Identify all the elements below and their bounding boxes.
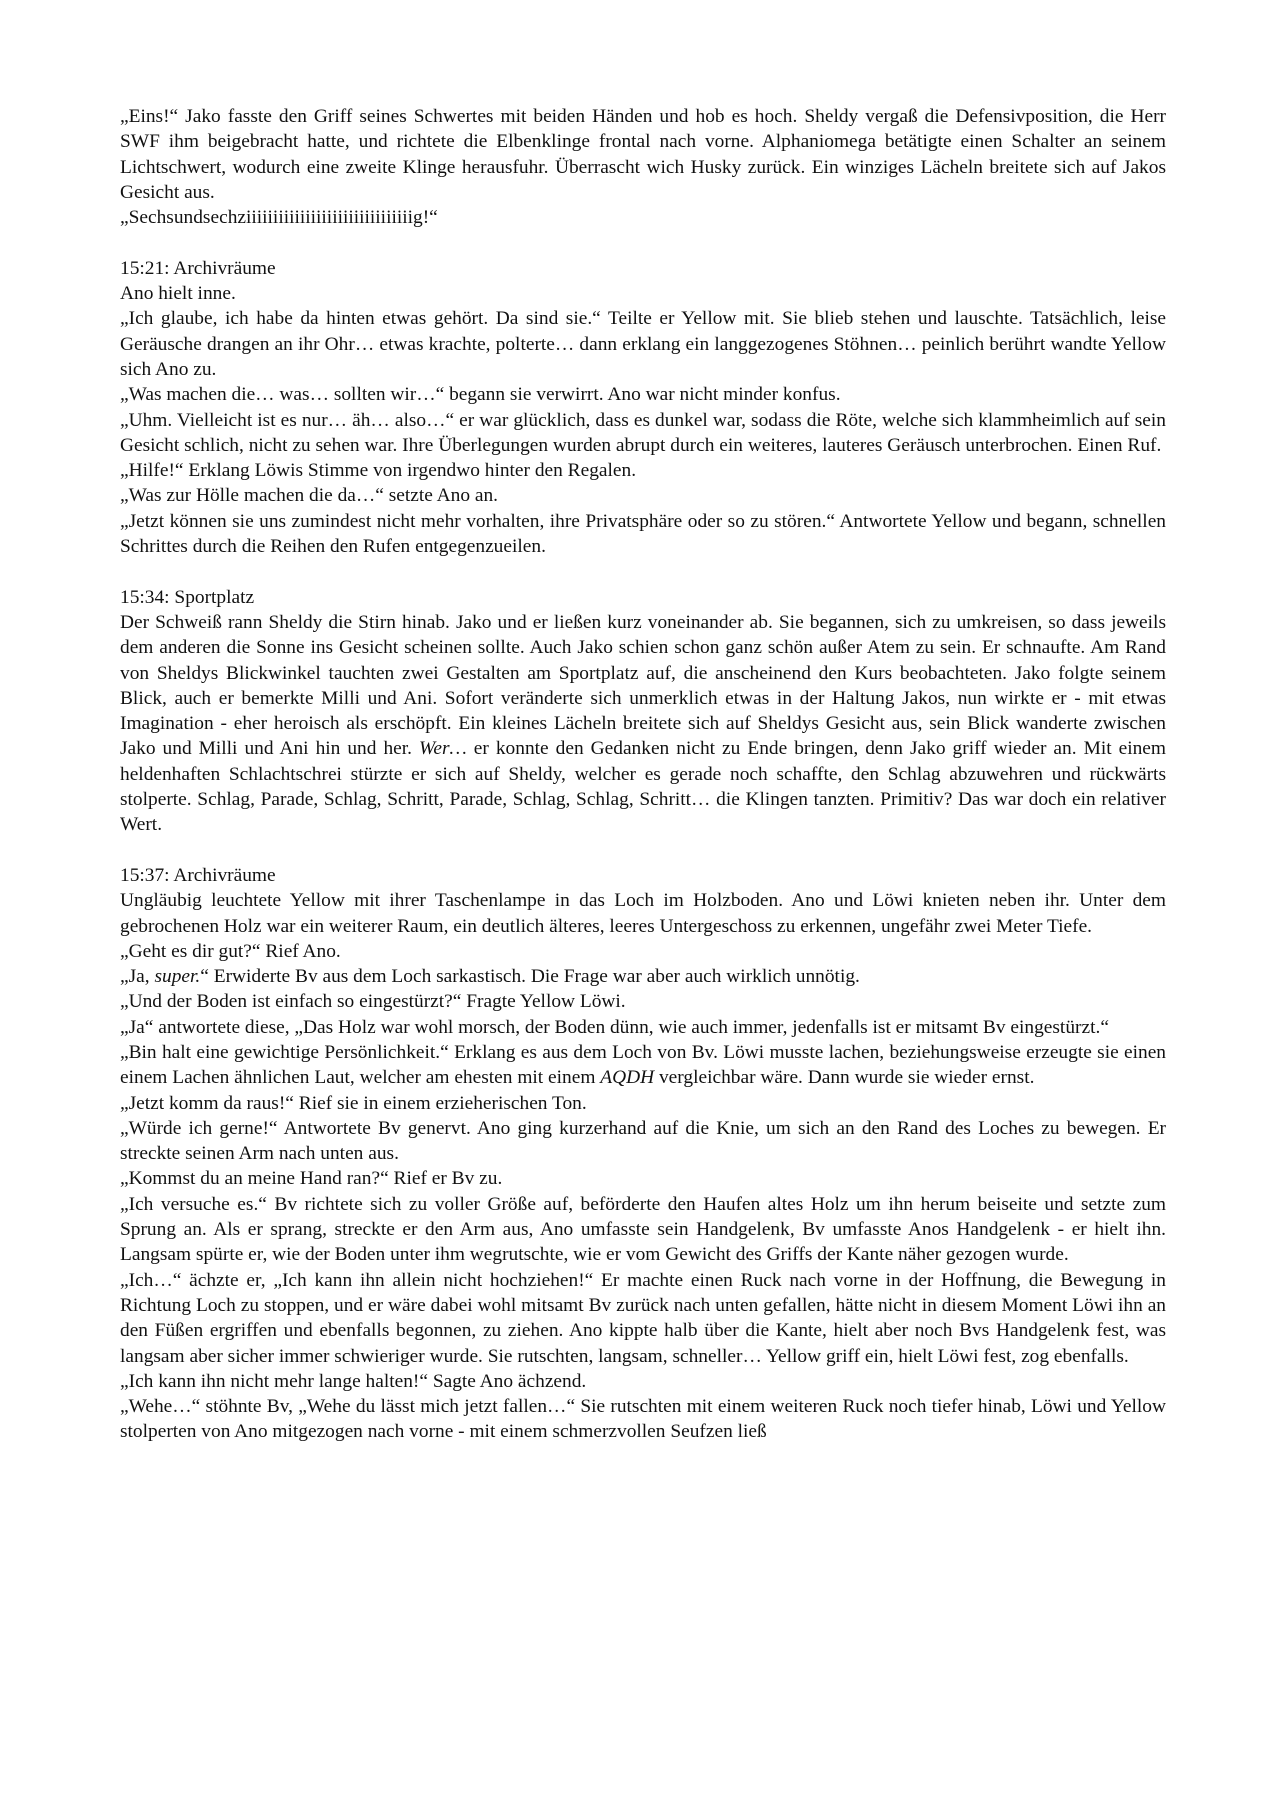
italic-text: super. bbox=[154, 966, 201, 988]
section-archive-1537 bbox=[120, 863, 1166, 1445]
paragraph: „Ich versuche es.“ Bv richtete sich zu voller Größe auf, beförderte den Haufen altes Holz um ihn herum beiseite und setzte zum Sprung an. Als er sprang, streckte er den Arm aus, Ano umfasste sein Handgelenk, Bv umfasste Anos Handgelenk - er hielt ihn. Langsam spürte er, wie der Boden unter ihm wegrutschte, wie er vom Gewicht des Griffs der Kante näher gezogen wurde. bbox=[120, 1193, 1166, 1266]
paragraph: Ano hielt inne. bbox=[120, 283, 236, 305]
paragraph: „Eins!“ Jako fasste den Griff seines Schwertes mit beiden Händen und hob es hoch. Sheldy vergaß die Defensivposition, die Herr SWF ihm beigebracht hatte, und richtete die Elbenklinge frontal nach vorne. Alphaniomega betätigte einen Schalter an seinem Lichtschwert, wodurch eine zweite Klinge herausfuhr. Überrascht wich Husky zurück. Ein winziges Lächeln breitete sich auf Jakos Gesicht aus. bbox=[120, 106, 1166, 203]
paragraph-text: „Bin halt eine gewichtige Persönlichkeit.“ Erklang es aus dem Loch von Bv. Löwi musste lachen, beziehungsweise erzeugte sie einen einem Lachen ähnlichen Laut, welcher am ehesten mit einem bbox=[120, 1041, 1166, 1089]
paragraph: „Ja“ antwortete diese, „Das Holz war wohl morsch, der Boden dünn, wie auch immer, jedenfalls ist er mitsamt Bv eingestürzt.“ bbox=[120, 1016, 1109, 1038]
paragraph: Ungläubig leuchtete Yellow mit ihrer Taschenlampe in das Loch im Holzboden. Ano und Löwi knieten neben ihr. Unter dem gebrochenen Holz war ein weiterer Raum, ein deutlich älteres, leeres Untergeschoss zu erkennen, ungefähr zwei Meter Tiefe. bbox=[120, 890, 1166, 937]
section-sportplatz-1534 bbox=[120, 585, 1166, 838]
paragraph: „Ich…“ ächzte er, „Ich kann ihn allein nicht hochziehen!“ Er machte einen Ruck nach vorne in der Hoffnung, die Bewegung in Richtung Loch zu stoppen, und er wäre dabei wohl mitsamt Bv zurück nach unten gefallen, hätte nicht in diesem Moment Löwi ihn an den Füßen ergriffen und ebenfalls begonnen, zu ziehen. Ano kippte halb über die Kante, hielt aber noch Bvs Handgelenk fest, was langsam aber sicher immer schwieriger wurde. Sie rutschten, langsam, schneller… Yellow griff ein, hielt Löwi fest, zog ebenfalls. bbox=[120, 1269, 1166, 1367]
paragraph: „Geht es dir gut?“ Rief Ano. bbox=[120, 940, 341, 962]
paragraph: „Ich glaube, ich habe da hinten etwas gehört. Da sind sie.“ Teilte er Yellow mit. Sie blieb stehen und lauschte. Tatsächlich, leise Geräusche drangen an ihr Ohr… etwas krachte, polterte… dann erklang ein langgezogenes Stöhnen… peinlich berührt wandte Yellow sich Ano zu. bbox=[120, 308, 1166, 380]
paragraph-text: “ Erwiderte Bv aus dem Loch sarkastisch. Die Frage war aber auch wirklich unnötig. bbox=[200, 966, 860, 988]
section-intro bbox=[120, 104, 1166, 230]
paragraph-text: vergleichbar wäre. Dann wurde sie wieder ernst. bbox=[658, 1067, 1035, 1089]
paragraph: „Kommst du an meine Hand ran?“ Rief er Bv zu. bbox=[120, 1168, 503, 1190]
paragraph-text: Der Schweiß rann Sheldy die Stirn hinab. Jako und er ließen kurz voneinander ab. Sie begannen, sich zu umkreisen, so dass jeweils dem anderen die Sonne ins Gesicht scheinen sollte. Auch Jako schien schon ganz schön außer Atem zu sein. Er schnaufte. Am Rand von Sheldys Blickwinkel tauchten zwei Gestalten am Sportplatz auf, die anscheinend den Kurs beobachteten. Jako folgte seinem Blick, auch er bemerkte Milli und Ani. Sofort veränderte sich unmerklich etwas in der Haltung Jakos, nun wirkte er - mit etwas Imagination - eher heroisch als erschöpft. Ein kleines Lächeln breitete sich auf Sheldys Gesicht aus, sein Blick wanderte zwischen Jako und Milli und Ani hin und her. bbox=[120, 611, 1166, 760]
paragraph-text: er konnte den Gedanken nicht zu Ende bringen, denn Jako griff wieder an. Mit einem heldenhaften Schlachtschrei stürzte er sich auf Sheldy, welcher es gerade noch schaffte, den Schlag abzuwehren und rückwärts stolperte. Schlag, Parade, Schlag, Schritt, Parade, Schlag, Schlag, Schritt… die Klingen tanzten. Primitiv? Das war doch ein relativer Wert. bbox=[120, 738, 1166, 836]
paragraph: „Ich kann ihn nicht mehr lange halten!“ Sagte Ano ächzend. bbox=[120, 1370, 587, 1392]
paragraph bbox=[120, 964, 1166, 989]
paragraph: „Uhm. Vielleicht ist es nur… äh… also…“ er war glücklich, dass es dunkel war, sodass die Röte, welche sich klammheimlich auf sein Gesicht schlich, nicht zu sehen war. Ihre Überlegungen wurden abrupt durch ein weiteres, lauteres Geräusch unterbrochen. Einen Ruf. bbox=[120, 409, 1166, 456]
italic-text: Wer… bbox=[419, 738, 467, 760]
document-page bbox=[120, 104, 1166, 1445]
section-heading: 15:21: Archivräume bbox=[120, 257, 276, 279]
paragraph: „Sechsundsechziiiiiiiiiiiiiiiiiiiiiiiiiiiiiiig!“ bbox=[120, 207, 438, 229]
paragraph: „Wehe…“ stöhnte Bv, „Wehe du lässt mich jetzt fallen…“ Sie rutschten mit einem weiteren Ruck noch tiefer hinab, Löwi und Yellow stolperten von Ano mitgezogen nach vorne - mit einem schmerzvollen Seufzen ließ bbox=[120, 1396, 1166, 1443]
section-archive-1521 bbox=[120, 256, 1166, 560]
paragraph: „Was zur Hölle machen die da…“ setzte Ano an. bbox=[120, 485, 499, 507]
paragraph: „Und der Boden ist einfach so eingestürzt?“ Fragte Yellow Löwi. bbox=[120, 991, 626, 1013]
paragraph: „Würde ich gerne!“ Antwortete Bv genervt. Ano ging kurzerhand auf die Knie, um sich an den Rand des Loches zu bewegen. Er streckte seinen Arm nach unten aus. bbox=[120, 1117, 1166, 1165]
paragraph bbox=[120, 610, 1166, 838]
paragraph: „Hilfe!“ Erklang Löwis Stimme von irgendwo hinter den Regalen. bbox=[120, 460, 637, 482]
section-heading: 15:34: Sportplatz bbox=[120, 586, 255, 608]
paragraph-text: „Ja, bbox=[120, 966, 150, 988]
paragraph: „Was machen die… was… sollten wir…“ begann sie verwirrt. Ano war nicht minder konfus. bbox=[120, 384, 841, 406]
paragraph bbox=[120, 1040, 1166, 1091]
section-heading: 15:37: Archivräume bbox=[120, 864, 276, 886]
paragraph: „Jetzt können sie uns zumindest nicht mehr vorhalten, ihre Privatsphäre oder so zu stören.“ Antwortete Yellow und begann, schnellen Schrittes durch die Reihen den Rufen entgegenzueilen. bbox=[120, 510, 1166, 558]
paragraph: „Jetzt komm da raus!“ Rief sie in einem erzieherischen Ton. bbox=[120, 1092, 587, 1114]
italic-text: AQDH bbox=[600, 1067, 655, 1089]
